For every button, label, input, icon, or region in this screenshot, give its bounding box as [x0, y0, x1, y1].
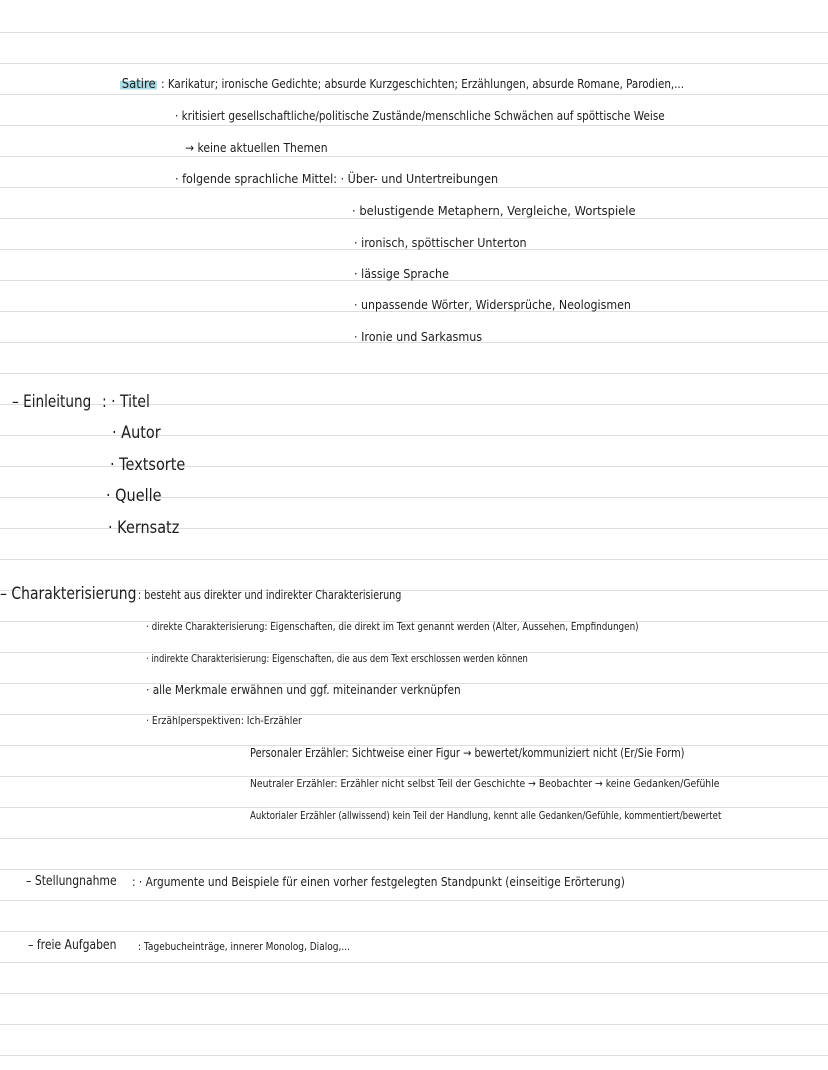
einleitung-item-textsorte: · Textsorte [110, 455, 186, 475]
freie-aufgaben-heading: – freie Aufgaben [28, 937, 117, 953]
satire-line-3: → keine aktuellen Themen [185, 141, 328, 155]
satire-means-5: · Ironie und Sarkasmus [354, 330, 483, 344]
satire-means-3: · lässige Sprache [354, 267, 449, 281]
satire-line-4: · folgende sprachliche Mittel: · Über- und Untertreibungen [175, 172, 499, 186]
charakterisierung-erzaehlperspektiven: · Erzählperspektiven: Ich-Erzähler [146, 715, 302, 727]
narrator-personal: Personaler Erzähler: Sichtweise einer Figur → bewertet/kommuniziert nicht (Er/Sie Form) [250, 746, 685, 760]
satire-means-1: · belustigende Metaphern, Vergleiche, Wortspiele [352, 204, 636, 218]
charakterisierung-heading: – Charakterisierung [0, 584, 137, 604]
charakterisierung-direkt: · direkte Charakterisierung: Eigenschaften, die direkt im Text genannt werden (Alter, Aussehen, Empfindungen) [146, 621, 639, 633]
einleitung-item-autor: · Autor [112, 423, 161, 443]
satire-line-2: · kritisiert gesellschaftliche/politische Zustände/menschliche Schwächen auf spöttische Weise [175, 109, 665, 123]
einleitung-heading: – Einleitung [12, 392, 92, 412]
einleitung-item-titel: : · Titel [102, 392, 150, 412]
charakterisierung-merkmale: · alle Merkmale erwähnen und ggf. miteinander verknüpfen [146, 683, 461, 697]
einleitung-item-quelle: · Quelle [106, 486, 162, 506]
narrator-neutral: Neutraler Erzähler: Erzähler nicht selbst Teil der Geschichte → Beobachter → keine Gedanken/Gefühle [250, 778, 720, 790]
stellungnahme-text: : · Argumente und Beispiele für einen vorher festgelegten Standpunkt (einseitige Erörterung) [132, 875, 625, 889]
narrator-auktorial: Auktorialer Erzähler (allwissend) kein Teil der Handlung, kennt alle Gedanken/Gefühle, kommentiert/bewertet [250, 810, 722, 822]
charakterisierung-line-1: : besteht aus direkter und indirekter Charakterisierung [138, 588, 402, 602]
satire-heading: Satire [121, 76, 156, 92]
stellungnahme-heading: – Stellungnahme [26, 873, 117, 889]
freie-aufgaben-text: : Tagebucheinträge, innerer Monolog, Dialog,... [138, 941, 350, 953]
satire-forms: : Karikatur; ironische Gedichte; absurde Kurzgeschichten; Erzählungen, absurde Romane, Parodien,... [161, 77, 684, 91]
satire-means-4: · unpassende Wörter, Widersprüche, Neologismen [354, 298, 631, 312]
einleitung-item-kernsatz: · Kernsatz [108, 518, 180, 538]
satire-means-2: · ironisch, spöttischer Unterton [354, 236, 527, 250]
charakterisierung-indirekt: · indirekte Charakterisierung: Eigenschaften, die aus dem Text erschlossen werden können [146, 653, 528, 665]
satire-line-1 [120, 78, 684, 92]
